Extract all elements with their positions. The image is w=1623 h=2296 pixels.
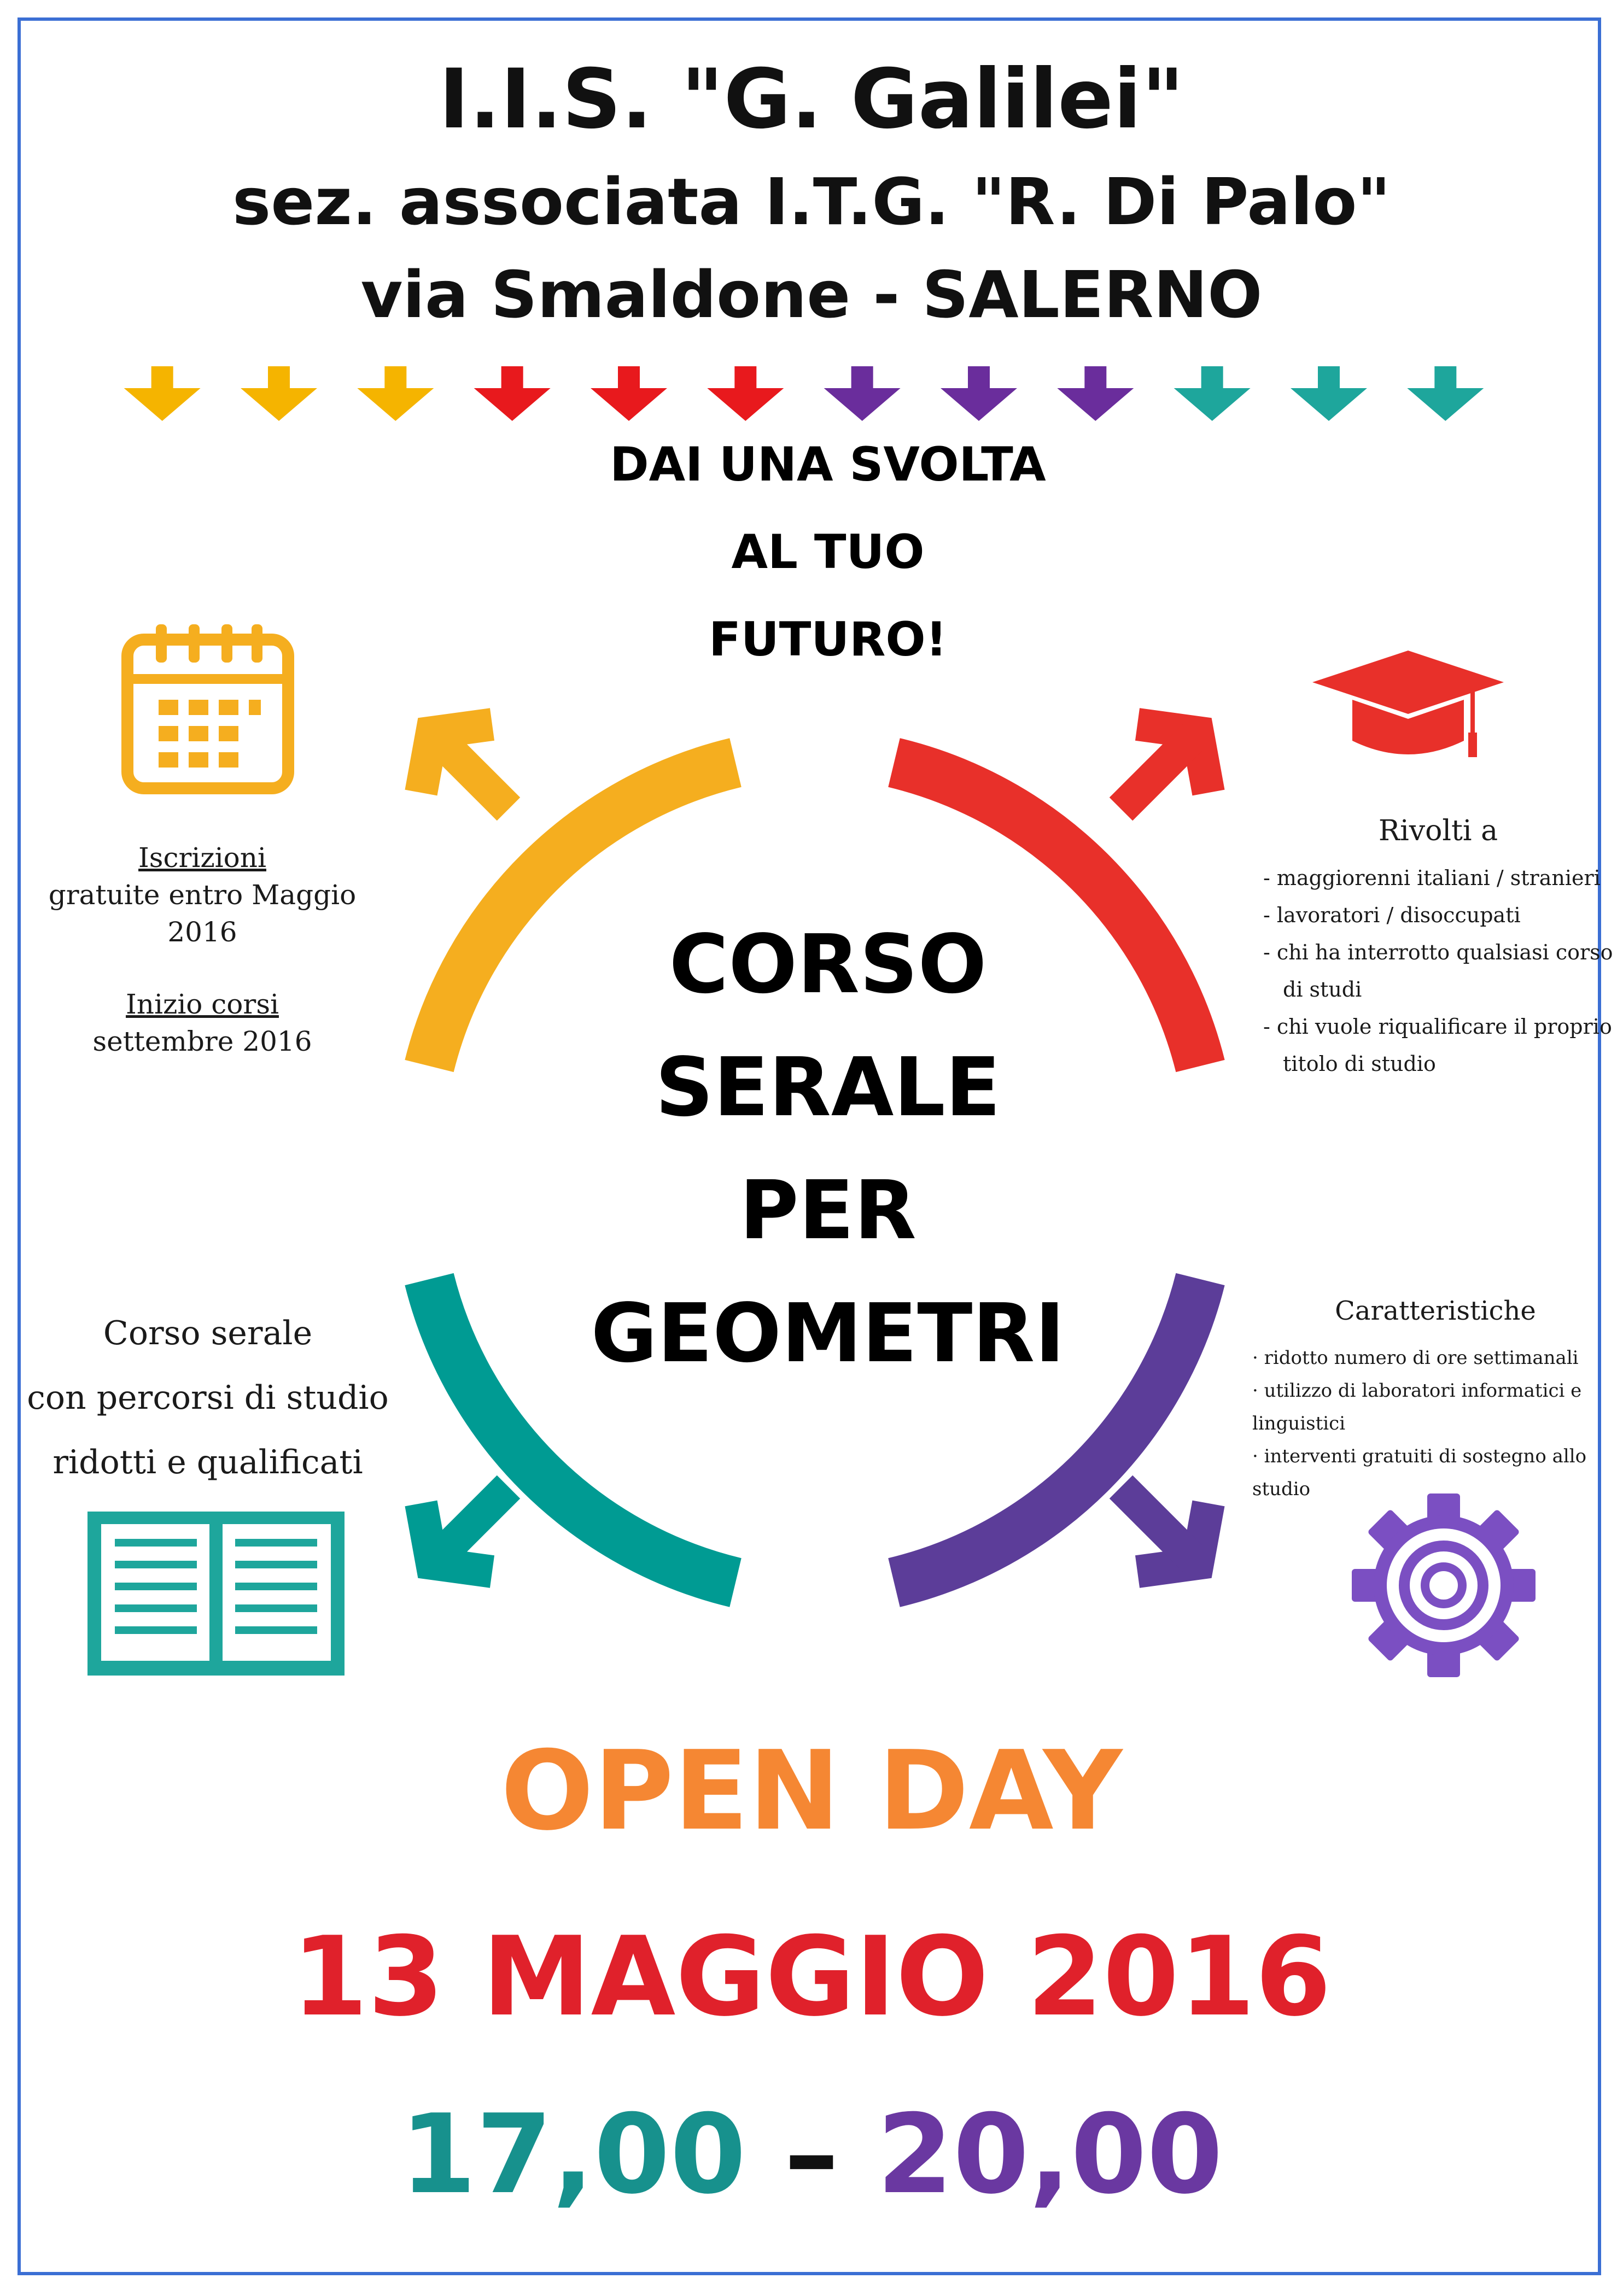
target-item: titolo di studio (1283, 1052, 1436, 1076)
course-desc-line-2: con percorsi di studio (27, 1379, 389, 1417)
course-title-line-1: CORSO (669, 917, 987, 1011)
down-arrow-icon (1057, 366, 1134, 421)
iscrizioni-title: Iscrizioni (138, 842, 266, 874)
down-arrow-icon (824, 366, 901, 421)
inizio-corsi-text: settembre 2016 (92, 1026, 312, 1057)
arc-top-left (429, 763, 735, 1066)
target-item: - chi vuole riqualificare il proprio (1263, 1015, 1612, 1039)
down-arrow-icon (1291, 366, 1367, 421)
slogan-line-2: AL TUO (731, 525, 925, 579)
down-arrow-icon (241, 366, 317, 421)
iscrizioni-text: gratuite entro Maggio 2016 (48, 879, 357, 948)
circular-arrows (383, 683, 1247, 1613)
school-name: I.I.S. "G. Galilei" (439, 52, 1184, 147)
slogan-line-3: FUTURO! (709, 612, 947, 667)
course-desc-line-3: ridotti e qualificati (52, 1443, 363, 1481)
down-arrow-icon (591, 366, 667, 421)
slogan-line-1: DAI UNA SVOLTA (610, 437, 1046, 492)
course-desc-line-1: Corso serale (103, 1314, 313, 1352)
school-section: sez. associata I.T.G. "R. Di Palo" (232, 164, 1391, 239)
down-arrow-icon (707, 366, 784, 421)
course-title-line-2: SERALE (655, 1040, 1001, 1134)
inizio-corsi-title: Inizio corsi (126, 988, 279, 1020)
open-day-date: 13 MAGGIO 2016 (291, 1913, 1332, 2041)
feature-item: · interventi gratuiti di sostegno allo studio (1252, 1445, 1587, 1500)
down-arrow-icon (1174, 366, 1251, 421)
school-address: via Smaldone - SALERNO (360, 257, 1263, 332)
down-arrow-icon (357, 366, 434, 421)
arrow-row (104, 366, 1504, 426)
target-item: - chi ha interrotto qualsiasi corso (1263, 940, 1613, 964)
time-separator: – (784, 2091, 839, 2218)
time-start: 17,00 (400, 2091, 746, 2218)
target-item: - lavoratori / disoccupati (1263, 903, 1521, 927)
rivolti-title: Rivolti a (1378, 815, 1498, 847)
calendar-icon (118, 618, 298, 798)
time-end: 20,00 (877, 2091, 1223, 2218)
down-arrow-icon (124, 366, 201, 421)
open-day-title: OPEN DAY (500, 1727, 1123, 1855)
book-icon (85, 1509, 347, 1678)
course-title-line-4: GEOMETRI (591, 1286, 1065, 1380)
gear-icon (1345, 1487, 1542, 1684)
feature-item: · ridotto numero di ore settimanali (1252, 1347, 1579, 1369)
arc-top-right (894, 763, 1200, 1066)
target-item: - maggiorenni italiani / stranieri (1263, 866, 1601, 890)
course-title-line-3: PER (739, 1163, 916, 1257)
down-arrow-icon (474, 366, 551, 421)
target-item: di studi (1283, 977, 1362, 1001)
caratteristiche-title: Caratteristiche (1335, 1296, 1536, 1326)
graduation-cap-icon (1310, 645, 1507, 765)
open-day-time (0, 2091, 1623, 2218)
feature-item: · utilizzo di laboratori informatici e linguistici (1252, 1380, 1582, 1434)
down-arrow-icon (1407, 366, 1484, 421)
down-arrow-icon (941, 366, 1017, 421)
